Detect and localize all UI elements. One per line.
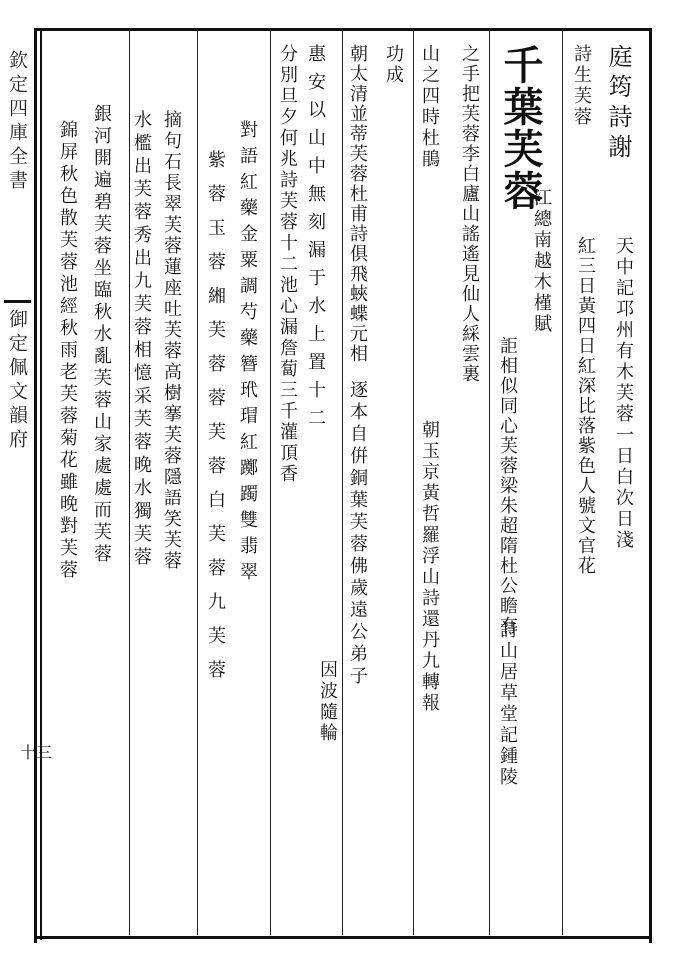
inner-left-rule <box>40 28 42 940</box>
text-column-9: 詩山居草堂記鍾陵 <box>497 620 518 788</box>
column-rule <box>342 30 343 935</box>
text-column-4: 紅三日黃四日紅深比落紫色人號文官花 <box>575 236 596 576</box>
text-column-21: 水檻出芙蓉秀出九芙蓉相憶采芙蓉晚水獨芙蓉 <box>131 110 152 570</box>
text-column-13: 朝太清並蒂芙蓉杜甫詩俱飛蛺蝶元相 <box>347 44 368 364</box>
text-column-16: 分別旦夕何兆詩芙蓉十二池心漏詹蔔三千灌頂香 <box>277 44 298 485</box>
column-rule <box>129 30 130 935</box>
text-column-14: 逐本自倂銅葉芙蓉佛歲遠公弟子 <box>347 380 368 688</box>
text-column-17: 因波隨輪 <box>317 660 338 744</box>
column-rule <box>413 30 414 935</box>
text-column-6: 詎相似同心芙蓉梁朱超隋杜公瞻有 <box>497 336 518 636</box>
text-column-11: 朝玉京黃哲羅浮山詩還丹九轉報 <box>419 420 440 714</box>
page-number: 十三 <box>20 743 53 762</box>
margin-book-title: 欽定四庫全書 <box>6 50 28 194</box>
text-column-3: 天中記邛州有木芙蓉一日白次日淺 <box>613 236 634 551</box>
margin-side-title: 御定佩文韻府 <box>4 300 31 453</box>
frame-bottom-rule <box>34 936 652 939</box>
column-rule <box>197 30 198 935</box>
column-rule <box>270 30 271 935</box>
text-column-22: 銀河開遍碧芙蓉坐臨秋水亂芙蓉山家處處而芙蓉 <box>91 104 112 566</box>
text-column-23: 錦屏秋色散芙蓉池經秋雨老芙蓉菊花雖晚對芙蓉 <box>57 120 78 582</box>
text-column-20: 摘句石長翠芙蓉蓮座吐芙蓉高樹搴芙蓉隱語笑芙蓉 <box>161 110 182 572</box>
text-column-18: 對語紅藥金粟調芍藥簪玳瑁紅躑躅雙翡翠 <box>237 120 258 588</box>
column-rule <box>489 30 490 935</box>
column-rule <box>562 30 563 935</box>
text-column-2: 詩生芙蓉 <box>571 44 592 128</box>
text-column-15: 惠安以山中無刻漏于水上置十二 <box>305 44 326 436</box>
heading-qianye: 千葉芙蓉 <box>497 44 544 212</box>
text-column-8: 之手把芙蓉李白廬山謠遙見仙人綵雲裏 <box>459 44 480 384</box>
text-column-10: 山之四時杜鵑 <box>419 44 440 170</box>
text-column-19: 紫蓉玉蓉緗芙蓉蓉芙蓉白芙蓉九芙蓉 <box>205 150 226 694</box>
text-column-12: 功成 <box>383 44 404 86</box>
text-column-5: 江總南越木槿賦 <box>531 188 552 335</box>
page-frame <box>34 28 652 943</box>
text-column-1: 庭筠詩謝 <box>604 44 632 164</box>
